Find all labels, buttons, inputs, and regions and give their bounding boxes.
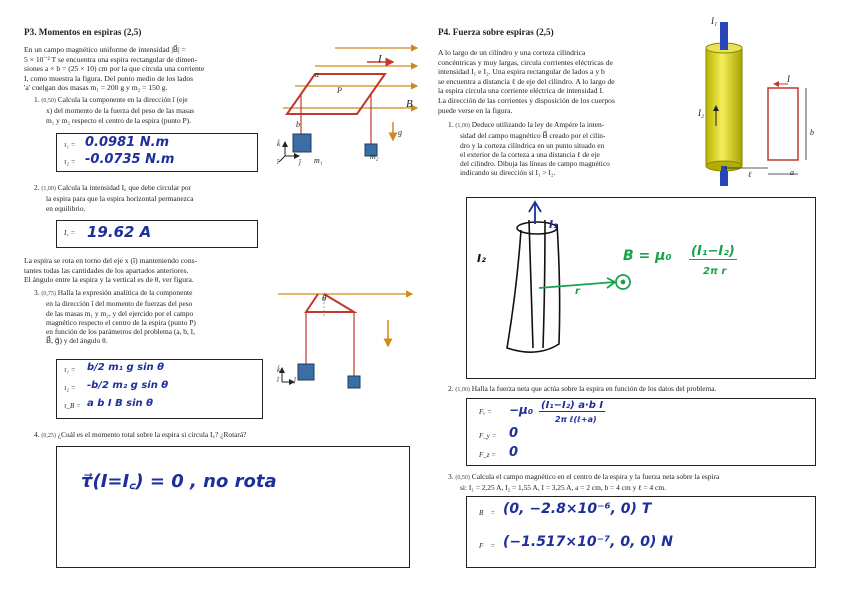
label-m1: m₁ (314, 156, 323, 165)
p4-intro-line: La dirección de las corrientes y disposición de los cuerpos (438, 95, 615, 105)
p4-sketch-box[interactable] (466, 197, 816, 379)
sketch-label-I1: I₁ (549, 218, 558, 231)
p4-answer-box-2[interactable] (466, 398, 816, 466)
question-number: 3. (34, 288, 40, 297)
tau2-expression: -b/2 m₂ g sin θ (87, 380, 169, 391)
question-text: ¿Cuál es el momento total sobre la espira si circula I꜀? ¿Rotará? (57, 430, 247, 439)
fz-answer: 0 (509, 445, 519, 460)
p3-question-2 (34, 183, 272, 213)
p4-intro-line: puede verse en la figura. (438, 105, 513, 115)
question-text: Calcula la intensidad I꜀ que debe circular por (57, 183, 192, 192)
p4-intro-line: concéntricas y muy largas, circula corrientes eléctricas de (438, 57, 613, 67)
question-text: en la dirección î del momento de fuerzas del peso (46, 299, 193, 309)
p4-question-1 (448, 120, 684, 178)
p3-intro (24, 45, 268, 93)
magnetic-field-lines (283, 48, 417, 108)
p3-intro-line: 5 × 10⁻² T se encuentra una espira rectangular de dimen- (24, 54, 198, 64)
fy-answer: 0 (509, 426, 519, 441)
sketch-formula-left: B = μ₀ (623, 248, 672, 264)
question-text: magnético respecto el centro de la espira (punto P) (46, 317, 196, 327)
label-b: b (296, 120, 300, 129)
taub-label: τ_B = (64, 402, 81, 410)
p3-figure-rotated (276, 282, 416, 392)
tau2-answer: -0.0735 N.m (85, 152, 175, 167)
sketch-shell (507, 224, 560, 352)
question-text: x) del momento de la fuerza del peso de las masas (46, 106, 195, 116)
mass-m1 (298, 364, 314, 380)
question-text: sidad del campo magnético B⃗ creado por el cilin- (460, 131, 606, 141)
p4-question-3 (448, 472, 828, 493)
fx-label: Fₓ = (479, 408, 492, 416)
label-l: ℓ (748, 170, 752, 179)
p3-intro-line: En un campo magnético uniforme de intensidad |B⃗| = (24, 45, 186, 54)
rotated-loop (306, 294, 354, 312)
label-j: ĵ (299, 158, 301, 166)
label-B: B⃗ (406, 98, 422, 110)
p3-rotation-text (24, 256, 274, 285)
label-k: k̂ (277, 140, 281, 148)
question-text: Halla la fuerza neta que actúa sobre la espira en función de los datos del problema. (471, 384, 717, 393)
p3-intro-line: siones a × b = (25 × 10) cm por la que circula una corriente (24, 64, 205, 74)
question-number: 4. (34, 430, 40, 439)
fx-numerator: (I₁−I₂) a·b I (541, 400, 604, 411)
ic-label: I꜀ = (64, 229, 76, 237)
question-text: la espira para que la espira horizontal permanezca (46, 194, 194, 204)
p3-answer-box-2[interactable] (56, 220, 258, 248)
question-points: (0,25) (41, 433, 56, 439)
label-m2: m₂ (370, 152, 379, 161)
rectangular-loop (768, 88, 798, 160)
b-vector-answer: (0, −2.8×10⁻⁶, 0) T (503, 501, 652, 517)
label-k: k̂ (277, 366, 281, 374)
question-text: indicando su dirección si I₁ > I₂. (460, 168, 556, 178)
question-number: 2. (34, 183, 40, 192)
sketch-label-I2: I₂ (477, 252, 486, 265)
label-I: I (787, 74, 790, 84)
hand-sketch (467, 198, 815, 378)
label-a: a (315, 70, 319, 79)
tau1-label: τ₁ = (64, 141, 76, 149)
label-b: b (810, 128, 814, 137)
label-i: î (277, 376, 279, 384)
p3-question-1 (34, 95, 272, 125)
p3-question-4 (34, 430, 364, 441)
question-text: m₁ y m₂ respecto el centro de la espira (punto P). (46, 115, 191, 125)
paragraph-line: La espira se rota en torno del eje x (î) manteniendo cons- (24, 256, 198, 265)
question-points: (1,00) (41, 186, 56, 192)
label-I: I (378, 53, 382, 65)
sketch-formula-numerator: (I₁−I₂) (691, 244, 735, 259)
f-vector-label: F⃗ = (479, 542, 496, 550)
question-text: Calcula la componente en la dirección î (eje (57, 95, 188, 104)
question-points: (0,50) (41, 98, 56, 104)
p4-intro-line: la espira circula una corriente eléctrica de intensidad I. (438, 86, 604, 96)
fx-mu0: −μ₀ (509, 403, 534, 417)
p3-intro-line: 'a' cuelgan dos masas m₁ = 200 g y m₂ = 150 g. (24, 83, 168, 93)
tau1-expression: b/2 m₁ g sin θ (87, 362, 165, 373)
p3-title: P3. Momentos en espiras (2,5) (24, 27, 142, 37)
p4-intro (438, 48, 682, 115)
question-points: (1,00) (455, 387, 470, 393)
question-text: el exterior de la corteza a una distancia ℓ de eje (460, 149, 600, 159)
question-text: del cilindro. Dibuja las líneas de campo magnético (460, 159, 610, 169)
taub-expression: a b I B sin θ (87, 398, 154, 409)
question-text: B⃗, g⃗) y del ángulo θ. (46, 336, 108, 346)
label-I2: I₂ (698, 108, 705, 118)
p3-figure-loop (275, 36, 425, 166)
question-text: dro y la corteza cilíndrica en un punto situado en (460, 140, 605, 150)
label-j: ĵ (294, 376, 296, 384)
question-text: en función de los parámetros del problema (a, b, I, (46, 327, 195, 337)
label-g: g⃗ (398, 128, 409, 137)
tau2-label: τ₂ = (64, 158, 76, 166)
question-text: Halla la expresión analítica de la componente (57, 288, 193, 297)
fz-label: F_z = (479, 451, 496, 459)
outer-shell (706, 48, 742, 166)
p4-intro-line: se encuentra a distancia ℓ de eje del cilindro. A lo largo de (438, 76, 615, 86)
p3-question-3 (34, 288, 274, 346)
p4-figure-cylinder (688, 16, 828, 194)
question-number: 3. (448, 472, 454, 481)
sketch-label-r: r (575, 286, 580, 297)
p4-answer-box-3[interactable] (466, 496, 816, 568)
i-axis (279, 156, 285, 162)
sketch-inner-cylinder (529, 220, 545, 348)
label-I1: I₁ (711, 16, 718, 26)
tau1-answer: 0.0981 N.m (85, 135, 170, 150)
p3-answer-box-4[interactable] (56, 446, 410, 568)
question-points: (1,00) (455, 123, 470, 129)
question-number: 1. (448, 120, 454, 129)
f-vector-answer: (−1.517×10⁻⁷, 0, 0) N (503, 534, 674, 550)
p3-answer-box-3[interactable] (56, 359, 263, 419)
p4-intro-line: A lo largo de un cilindro y una corteza cilíndrica (438, 48, 586, 57)
fy-label: F_y = (479, 432, 497, 440)
p3-answer-box-1[interactable] (56, 133, 258, 172)
question-text: de las masas m₁ y m₂, y del ejercido por el campo (46, 308, 194, 318)
total-torque-answer: τ⃗(I=I꜀) = 0 , no rota (81, 471, 277, 492)
question-text: Calcula el campo magnético en el centro de la espira y la fuerza neta sobre la espira (471, 472, 720, 481)
b-vector-label: B⃗ = (479, 509, 496, 517)
p4-intro-line: intensidad I₁ e I₂. Una espira rectangular de lados a y b (438, 67, 605, 77)
ic-answer: 19.62 A (87, 223, 152, 241)
question-points: (0,50) (455, 475, 470, 481)
sketch-formula-denominator: 2π r (703, 266, 727, 277)
tau2-label: τ₂ = (64, 384, 76, 392)
question-number: 2. (448, 384, 454, 393)
question-text: si: I₁ = 2,25 A, I₂ = 1,55 A, I = 3,25 A, a = 2 cm, b = 4 cm y ℓ = 4 cm. (460, 483, 666, 493)
paragraph-line: tantes todas las cantidades de los apartados anteriores. (24, 265, 189, 275)
question-number: 1. (34, 95, 40, 104)
mass-m2 (348, 376, 360, 388)
label-theta: θ (322, 293, 327, 303)
mass-m1 (293, 134, 311, 152)
p4-question-2 (448, 384, 828, 395)
label-P: P (337, 86, 342, 95)
p3-intro-line: I, como muestra la figura. Del punto medio de los lados (24, 73, 194, 83)
question-points: (0,75) (41, 291, 56, 297)
p4-title: P4. Fuerza sobre espiras (2,5) (438, 27, 554, 37)
tau1-label: τ₁ = (64, 366, 76, 374)
label-i: î (277, 158, 279, 166)
label-a: a (790, 168, 794, 177)
question-text: en equilibrio. (46, 203, 86, 213)
paragraph-line: El ángulo entre la espira y la vertical es de θ, ver figura. (24, 275, 194, 285)
question-text: Deduce utilizando la ley de Ampère la inten- (471, 120, 605, 129)
fx-denominator: 2π ℓ(ℓ+a) (555, 415, 597, 424)
